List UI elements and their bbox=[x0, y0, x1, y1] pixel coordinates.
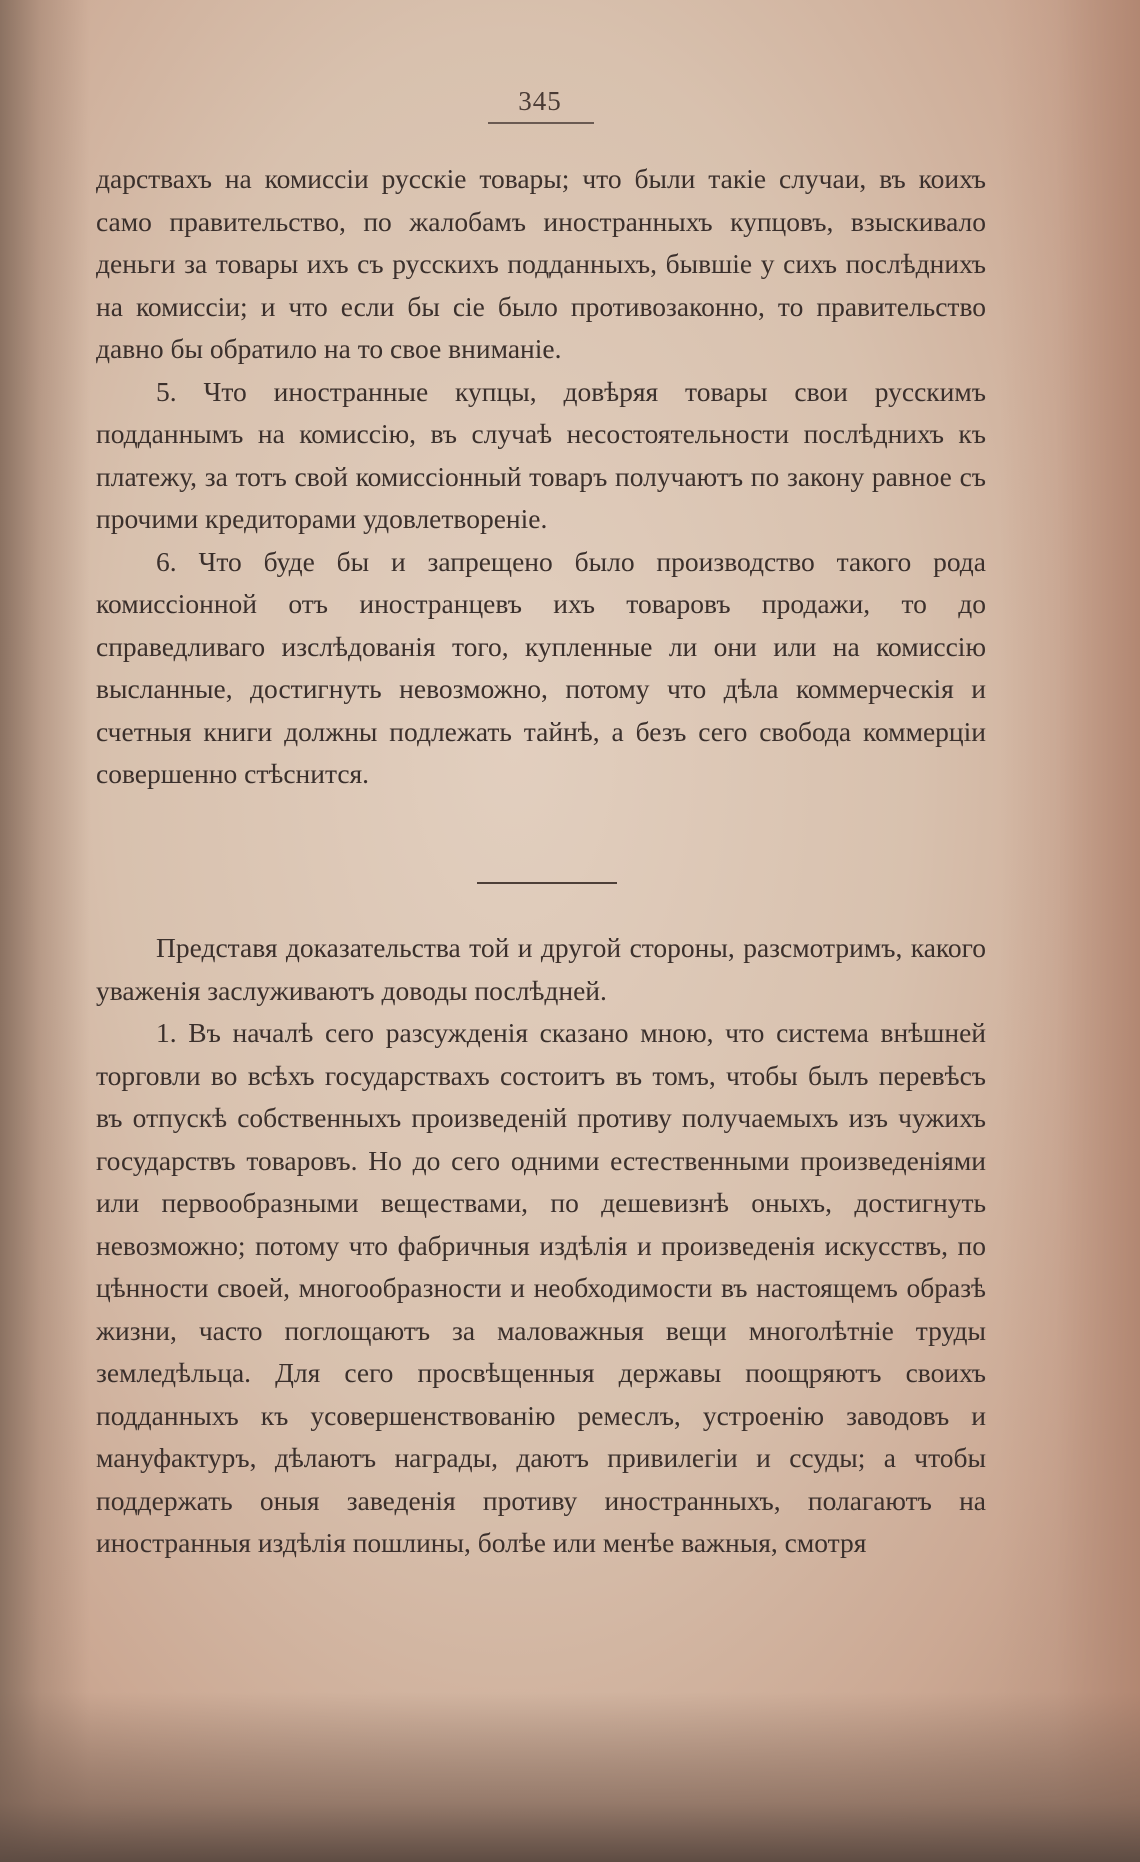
page-gutter-shadow bbox=[0, 0, 90, 1862]
paragraph-continuation: дарствахъ на комиссіи русскіе товары; что были такіе случаи, въ коихъ само правительство, по жалобамъ иностранныхъ купцовъ, взыскивало деньги за товары ихъ съ русскихъ подданныхъ, бывшіе у сихъ послѣднихъ на комиссіи; и что если бы сіе было противозаконно, то правительство давно бы обратило на то свое вниманіе. bbox=[96, 163, 986, 364]
paragraph-point-5: 5. Что иностранные купцы, довѣряя товары свои русскимъ подданнымъ на комиссію, въ случаѣ несостоятельности послѣднихъ къ платежу, за тотъ свой комиссіонный товаръ получаютъ по закону равное съ прочими кредиторами удовлетвореніе. bbox=[96, 375, 986, 534]
page-bottom-shadow bbox=[0, 1692, 1140, 1862]
section-divider bbox=[477, 882, 617, 884]
page-number: 345 bbox=[518, 86, 562, 116]
paragraph-intro: Представя доказательства той и другой стороны, разсмотримъ, какого уваженія заслуживаютъ доводы послѣдней. bbox=[96, 932, 986, 1006]
page-number-rule bbox=[488, 122, 594, 124]
paragraph-point-6: 6. Что буде бы и запрещено было производство такого рода комиссіонной отъ иностранцевъ ихъ товаровъ продажи, то до справедливаго изслѣдованія того, купленные ли они или на комиссію высланные, достигнуть невозможно, потому что дѣла коммерческія и счетныя книги должны подлежать тайнѣ, а безъ сего свобода коммерціи совершенно стѣснится. bbox=[96, 545, 986, 789]
page-edge-shadow bbox=[1000, 0, 1140, 1862]
text-section-1 bbox=[96, 158, 986, 796]
paragraph-point-1: 1. Въ началѣ сего разсужденія сказано мною, что система внѣшней торговли во всѣхъ государствахъ состоитъ въ томъ, чтобы былъ перевѣсъ въ отпускѣ собственныхъ произведеній противу получаемыхъ изъ чужихъ государствъ товаровъ. Но до сего одними естественными произведеніями или первообразными веществами, по дешевизнѣ оныхъ, достигнуть невозможно; потому что фабричныя издѣлія и произведенія искусствъ, по цѣнности своей, многообразности и необходимости въ настоящемъ образѣ жизни, часто поглощаютъ за маловажныя вещи многолѣтніе труды земледѣльца. Для сего просвѣщенныя державы поощряютъ своихъ подданныхъ къ усовершенствованію ремеслъ, устроенію заводовъ и мануфактуръ, дѣлаютъ награды, даютъ привилегіи и ссуды; а чтобы поддержать оныя заведенія противу иностранныхъ, полагаютъ на иностранныя издѣлія пошлины, болѣе или менѣе важныя, смотря bbox=[96, 1017, 986, 1558]
text-section-2 bbox=[96, 927, 986, 1565]
